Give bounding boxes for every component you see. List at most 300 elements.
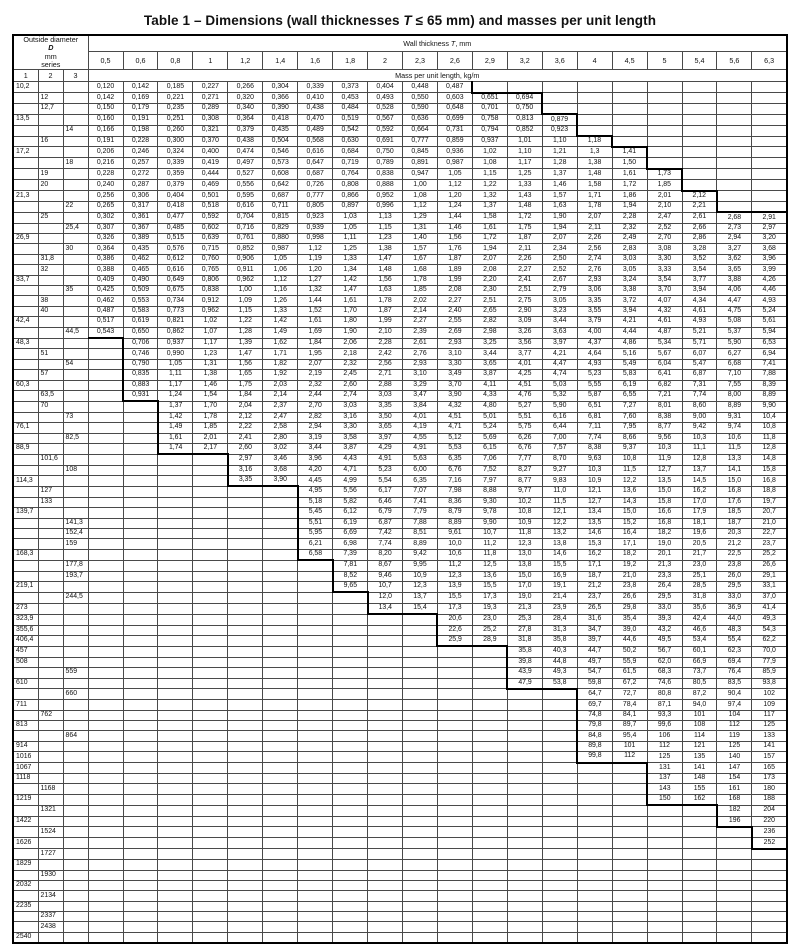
od-series-2-cell: 762 <box>38 710 63 720</box>
mass-cell: 1,19 <box>298 254 333 264</box>
empty-cell <box>88 816 123 827</box>
od-series-2-cell <box>38 794 63 805</box>
mass-cell: 1,94 <box>612 201 647 212</box>
mass-cell: 2,74 <box>333 390 368 401</box>
mass-cell: 0,990 <box>158 349 193 359</box>
empty-cell <box>88 380 123 390</box>
empty-cell <box>403 752 438 763</box>
mass-cell: 4,80 <box>472 401 507 412</box>
mass-cell: 0,636 <box>403 114 438 125</box>
mass-cell: 21,3 <box>507 603 542 614</box>
od-series-3-cell <box>63 581 88 592</box>
mass-cell: 3,20 <box>752 234 787 244</box>
mass-cell: 10,9 <box>403 571 438 581</box>
mass-cell: 2,27 <box>437 296 472 306</box>
mass-cell: 2,21 <box>682 201 717 212</box>
empty-cell <box>437 827 472 838</box>
table-row <box>13 646 787 657</box>
mass-cell: 49,5 <box>647 635 682 646</box>
mass-cell: 1,12 <box>403 201 438 212</box>
mass-cell: 9,30 <box>472 497 507 507</box>
empty-cell <box>472 752 507 763</box>
empty-cell <box>717 180 752 191</box>
mass-cell: 2,66 <box>682 223 717 233</box>
table-row <box>13 539 787 549</box>
od-series-3-cell: 35 <box>63 286 88 296</box>
empty-cell <box>577 849 612 860</box>
od-series-3-cell <box>63 838 88 849</box>
empty-cell <box>333 805 368 816</box>
empty-cell <box>158 529 193 539</box>
empty-cell <box>263 849 298 860</box>
od-series-2-cell <box>38 763 63 774</box>
empty-cell <box>647 849 682 860</box>
mass-cell: 28,4 <box>542 614 577 625</box>
mass-cell: 4,29 <box>368 443 403 454</box>
mass-cell: 0,699 <box>437 114 472 125</box>
empty-cell <box>263 731 298 741</box>
empty-cell <box>263 678 298 689</box>
mass-cell: 0,777 <box>298 191 333 202</box>
od-series-2-cell <box>38 741 63 751</box>
empty-cell <box>507 891 542 901</box>
od-series-2-cell <box>38 816 63 827</box>
od-series-1-cell: 1067 <box>13 763 38 774</box>
empty-cell <box>333 922 368 932</box>
table-row <box>13 103 787 114</box>
mass-cell: 17,3 <box>437 603 472 614</box>
mass-cell: 21,4 <box>542 592 577 603</box>
empty-cell <box>368 774 403 784</box>
mass-cell: 0,734 <box>158 296 193 306</box>
mass-cell: 2,03 <box>263 380 298 390</box>
mass-cell: 2,32 <box>333 359 368 369</box>
mass-cell: 60,1 <box>682 646 717 657</box>
mass-cell: 6,35 <box>403 476 438 487</box>
mass-cell: 0,339 <box>158 158 193 169</box>
od-series-3-cell <box>63 635 88 646</box>
mass-cell: 0,790 <box>123 359 158 369</box>
mass-cell: 0,773 <box>158 306 193 316</box>
empty-cell <box>752 912 787 922</box>
mass-cell: 3,30 <box>333 423 368 433</box>
mass-cell: 3,27 <box>717 244 752 254</box>
mass-cell: 1,27 <box>298 275 333 285</box>
mass-cell: 23,7 <box>752 539 787 549</box>
empty-cell <box>263 571 298 581</box>
mass-cell: 2,60 <box>333 380 368 390</box>
empty-cell <box>228 849 263 860</box>
od-series-1-cell: 33,7 <box>13 275 38 285</box>
empty-cell <box>612 870 647 880</box>
mass-cell: 173 <box>752 774 787 784</box>
empty-cell <box>472 678 507 689</box>
title-text-2: ≤ 65 mm) and masses per unit length <box>411 13 657 28</box>
mass-cell: 17,1 <box>612 539 647 549</box>
mass-cell: 1,46 <box>542 180 577 191</box>
od-series-3-cell: 864 <box>63 731 88 741</box>
mass-cell: 6,00 <box>403 465 438 475</box>
od-series-3-cell: 22 <box>63 201 88 212</box>
empty-cell <box>717 191 752 202</box>
empty-cell <box>403 625 438 635</box>
series-mass-row <box>13 70 787 82</box>
od-series-3-cell: 18 <box>63 158 88 169</box>
empty-cell <box>403 794 438 805</box>
mass-cell: 0,649 <box>158 275 193 285</box>
mass-cell: 5,90 <box>542 401 577 412</box>
mass-cell: 0,191 <box>88 136 123 147</box>
mass-cell: 2,02 <box>403 296 438 306</box>
empty-cell <box>88 560 123 571</box>
empty-cell <box>717 147 752 158</box>
mass-cell: 5,56 <box>333 486 368 497</box>
od-series-2-cell <box>38 529 63 539</box>
table-row <box>13 114 787 125</box>
mass-cell: 0,370 <box>193 136 228 147</box>
od-series-3-cell <box>63 741 88 751</box>
table-row <box>13 710 787 720</box>
empty-cell <box>123 805 158 816</box>
mass-cell: 29,1 <box>752 571 787 581</box>
mass-cell: 0,859 <box>437 136 472 147</box>
mass-cell: 10,6 <box>717 433 752 443</box>
mass-cell: 18,7 <box>717 518 752 528</box>
empty-cell <box>88 678 123 689</box>
empty-cell <box>298 763 333 774</box>
od-series-3-cell <box>63 912 88 922</box>
table-row <box>13 327 787 338</box>
mass-cell: 0,400 <box>193 147 228 158</box>
empty-cell <box>158 476 193 487</box>
mass-cell: 5,18 <box>298 497 333 507</box>
empty-cell <box>158 560 193 571</box>
mass-cell: 0,419 <box>193 158 228 169</box>
mass-cell: 0,120 <box>88 82 123 93</box>
mass-cell: 31,3 <box>542 625 577 635</box>
table-row <box>13 763 787 774</box>
mass-cell: 89,7 <box>612 721 647 731</box>
od-series-3-cell: 193,7 <box>63 571 88 581</box>
empty-cell <box>123 433 158 443</box>
empty-cell <box>612 805 647 816</box>
empty-cell <box>123 657 158 667</box>
mass-cell: 3,10 <box>437 349 472 359</box>
mass-cell: 0,829 <box>263 223 298 233</box>
mass-cell: 1,15 <box>472 169 507 180</box>
od-series-3-cell <box>63 625 88 635</box>
mass-cell: 97,4 <box>717 700 752 710</box>
mass-cell: 0,706 <box>123 338 158 349</box>
od-series-3-cell <box>63 827 88 838</box>
wall-thickness-header <box>88 35 787 51</box>
od-series-2-cell <box>38 721 63 731</box>
empty-cell <box>717 201 752 212</box>
mass-cell: 0,366 <box>263 93 298 104</box>
mass-cell: 12,1 <box>542 508 577 518</box>
mass-cell: 1,00 <box>228 286 263 296</box>
mass-cell: 1,13 <box>368 212 403 223</box>
empty-cell <box>507 752 542 763</box>
mass-cell: 3,49 <box>437 370 472 380</box>
mass-cell: 3,96 <box>752 254 787 264</box>
thickness-value-cell: 0,6 <box>123 51 158 69</box>
mass-cell: 2,76 <box>403 349 438 359</box>
mass-cell: 3,10 <box>403 370 438 380</box>
empty-cell <box>263 539 298 549</box>
empty-cell <box>298 860 333 870</box>
table-row <box>13 191 787 202</box>
empty-cell <box>437 741 472 751</box>
mass-cell: 13,6 <box>612 486 647 497</box>
empty-cell <box>123 465 158 475</box>
empty-cell <box>228 860 263 870</box>
mass-cell: 1,16 <box>263 286 298 296</box>
mass-cell: 12,7 <box>647 465 682 475</box>
empty-cell <box>333 614 368 625</box>
mass-cell: 1,32 <box>298 286 333 296</box>
empty-cell <box>542 103 577 114</box>
mass-cell: 5,82 <box>333 497 368 507</box>
mass-cell: 0,528 <box>368 103 403 114</box>
mass-cell: 4,93 <box>682 317 717 327</box>
table-row <box>13 774 787 784</box>
mass-cell: 1,23 <box>368 234 403 244</box>
od-series-1-cell <box>13 454 38 465</box>
od-series-2-cell <box>38 234 63 244</box>
mass-cell: 14,3 <box>612 497 647 507</box>
empty-cell <box>333 891 368 901</box>
od-series-3-cell <box>63 191 88 202</box>
empty-cell <box>403 827 438 838</box>
empty-cell <box>472 827 507 838</box>
mass-cell: 13,3 <box>717 454 752 465</box>
table-row <box>13 592 787 603</box>
od-series-2-cell: 51 <box>38 349 63 359</box>
mass-cell: 2,47 <box>647 212 682 223</box>
empty-cell <box>507 741 542 751</box>
od-series-2-cell <box>38 191 63 202</box>
empty-cell <box>717 827 752 838</box>
mass-cell: 25,3 <box>507 614 542 625</box>
mass-cell: 12,3 <box>403 581 438 592</box>
mass-cell: 16,2 <box>577 549 612 560</box>
empty-cell <box>123 549 158 560</box>
mass-cell: 90,4 <box>717 689 752 700</box>
mass-cell: 0,438 <box>298 103 333 114</box>
empty-cell <box>507 816 542 827</box>
mass-cell: 1,52 <box>298 306 333 316</box>
mass-cell: 3,05 <box>542 296 577 306</box>
mass-cell: 2,22 <box>228 423 263 433</box>
empty-cell <box>752 849 787 860</box>
mass-cell: 25,1 <box>682 571 717 581</box>
empty-cell <box>228 689 263 700</box>
od-series-3-cell <box>63 349 88 359</box>
mass-cell: 39,7 <box>577 635 612 646</box>
empty-cell <box>333 870 368 880</box>
mass-cell: 2,08 <box>472 265 507 275</box>
empty-cell <box>368 763 403 774</box>
table-row <box>13 497 787 507</box>
empty-cell <box>193 539 228 549</box>
empty-cell <box>193 581 228 592</box>
empty-cell <box>577 763 612 774</box>
mass-cell: 168 <box>717 794 752 805</box>
mass-cell: 1,67 <box>403 254 438 264</box>
empty-cell <box>368 678 403 689</box>
empty-cell <box>88 614 123 625</box>
empty-cell <box>542 93 577 104</box>
empty-cell <box>88 901 123 911</box>
mass-cell: 150 <box>647 794 682 805</box>
mass-cell: 1,02 <box>193 317 228 327</box>
mass-cell: 1,47 <box>368 254 403 264</box>
mass-cell: 0,306 <box>123 191 158 202</box>
mass-cell: 0,750 <box>368 147 403 158</box>
od-series-1-cell: 610 <box>13 678 38 689</box>
empty-cell <box>263 763 298 774</box>
mass-cell: 15,0 <box>717 476 752 487</box>
empty-cell <box>403 700 438 710</box>
mass-cell: 2,27 <box>507 265 542 275</box>
mass-cell: 2,91 <box>752 212 787 223</box>
empty-cell <box>88 827 123 838</box>
mass-cell: 12,3 <box>437 571 472 581</box>
empty-cell <box>228 901 263 911</box>
mass-cell: 117 <box>752 710 787 720</box>
od-series-2-cell <box>38 465 63 475</box>
mass-cell: 14,6 <box>577 529 612 539</box>
empty-cell <box>88 423 123 433</box>
od-series-2-cell: 20 <box>38 180 63 191</box>
mass-cell: 1,42 <box>333 275 368 285</box>
empty-cell <box>228 560 263 571</box>
empty-cell <box>228 497 263 507</box>
empty-cell <box>88 549 123 560</box>
mass-cell: 1,46 <box>193 380 228 390</box>
od-series-2-cell <box>38 244 63 254</box>
od-series-2-cell: 2337 <box>38 912 63 922</box>
empty-cell <box>472 82 507 93</box>
mass-cell: 35,4 <box>612 614 647 625</box>
mass-cell: 5,55 <box>577 380 612 390</box>
mass-cell: 7,88 <box>403 518 438 528</box>
mass-cell: 3,23 <box>542 306 577 316</box>
empty-cell <box>612 860 647 870</box>
mass-cell: 1,65 <box>228 370 263 380</box>
empty-cell <box>193 880 228 890</box>
mass-cell: 22,7 <box>752 529 787 539</box>
mass-cell: 19,2 <box>612 560 647 571</box>
empty-cell <box>577 860 612 870</box>
empty-cell <box>158 805 193 816</box>
empty-cell <box>682 860 717 870</box>
mass-cell: 94,0 <box>682 700 717 710</box>
empty-cell <box>263 741 298 751</box>
mass-cell: 21,2 <box>717 539 752 549</box>
mass-cell: 6,79 <box>368 508 403 518</box>
od-series-1-cell <box>13 223 38 233</box>
title-symbol-t: T <box>403 13 412 28</box>
mass-cell: 1,68 <box>403 265 438 275</box>
od-series-3-cell <box>63 370 88 380</box>
table-row <box>13 125 787 136</box>
mass-cell: 2,41 <box>228 433 263 443</box>
outside-diameter-line: Outside diameter <box>23 35 79 44</box>
mass-cell: 2,82 <box>298 412 333 422</box>
mass-cell: 5,71 <box>682 338 717 349</box>
mass-cell: 3,65 <box>368 423 403 433</box>
empty-cell <box>542 752 577 763</box>
empty-cell <box>403 668 438 678</box>
mass-cell: 11,2 <box>437 560 472 571</box>
mass-cell: 3,54 <box>682 265 717 275</box>
mass-cell: 13,9 <box>437 581 472 592</box>
mass-cell: 2,60 <box>228 443 263 454</box>
empty-cell <box>472 668 507 678</box>
mass-cell: 0,307 <box>88 223 123 233</box>
mass-cell: 1,24 <box>158 390 193 401</box>
empty-cell <box>228 891 263 901</box>
empty-cell <box>123 752 158 763</box>
mass-cell: 1,10 <box>507 147 542 158</box>
empty-cell <box>333 827 368 838</box>
empty-cell <box>437 700 472 710</box>
mass-cell: 4,95 <box>298 486 333 497</box>
empty-cell <box>647 114 682 125</box>
table-row <box>13 433 787 443</box>
empty-cell <box>752 136 787 147</box>
od-series-1-cell <box>13 201 38 212</box>
mass-cell: 9,27 <box>542 465 577 475</box>
table-row <box>13 912 787 922</box>
mass-cell: 26,6 <box>612 592 647 603</box>
empty-cell <box>158 838 193 849</box>
mass-cell: 3,03 <box>333 401 368 412</box>
mass-cell: 2,10 <box>368 327 403 338</box>
mass-cell: 5,49 <box>612 359 647 369</box>
od-series-2-cell <box>38 518 63 528</box>
mass-cell: 10,2 <box>507 497 542 507</box>
empty-cell <box>263 710 298 720</box>
empty-cell <box>333 763 368 774</box>
empty-cell <box>263 486 298 497</box>
empty-cell <box>228 827 263 838</box>
mass-cell: 95,4 <box>612 731 647 741</box>
mass-cell: 1,29 <box>403 212 438 223</box>
empty-cell <box>228 731 263 741</box>
mass-cell: 25,9 <box>437 635 472 646</box>
od-series-3-cell: 14 <box>63 125 88 136</box>
mass-cell: 1,72 <box>612 180 647 191</box>
empty-cell <box>368 721 403 731</box>
empty-cell <box>158 721 193 731</box>
mass-cell: 53,4 <box>682 635 717 646</box>
mass-cell: 6,69 <box>333 529 368 539</box>
empty-cell <box>263 912 298 922</box>
mass-cell: 204 <box>752 805 787 816</box>
od-series-2-cell: 101,6 <box>38 454 63 465</box>
mass-cell: 0,845 <box>403 147 438 158</box>
mass-cell: 1,21 <box>542 147 577 158</box>
mass-cell: 2,34 <box>542 244 577 254</box>
mass-cell: 9,63 <box>577 454 612 465</box>
mass-cell: 77,9 <box>752 657 787 667</box>
mass-cell: 46,6 <box>682 625 717 635</box>
empty-cell <box>612 794 647 805</box>
table-body <box>13 82 787 944</box>
